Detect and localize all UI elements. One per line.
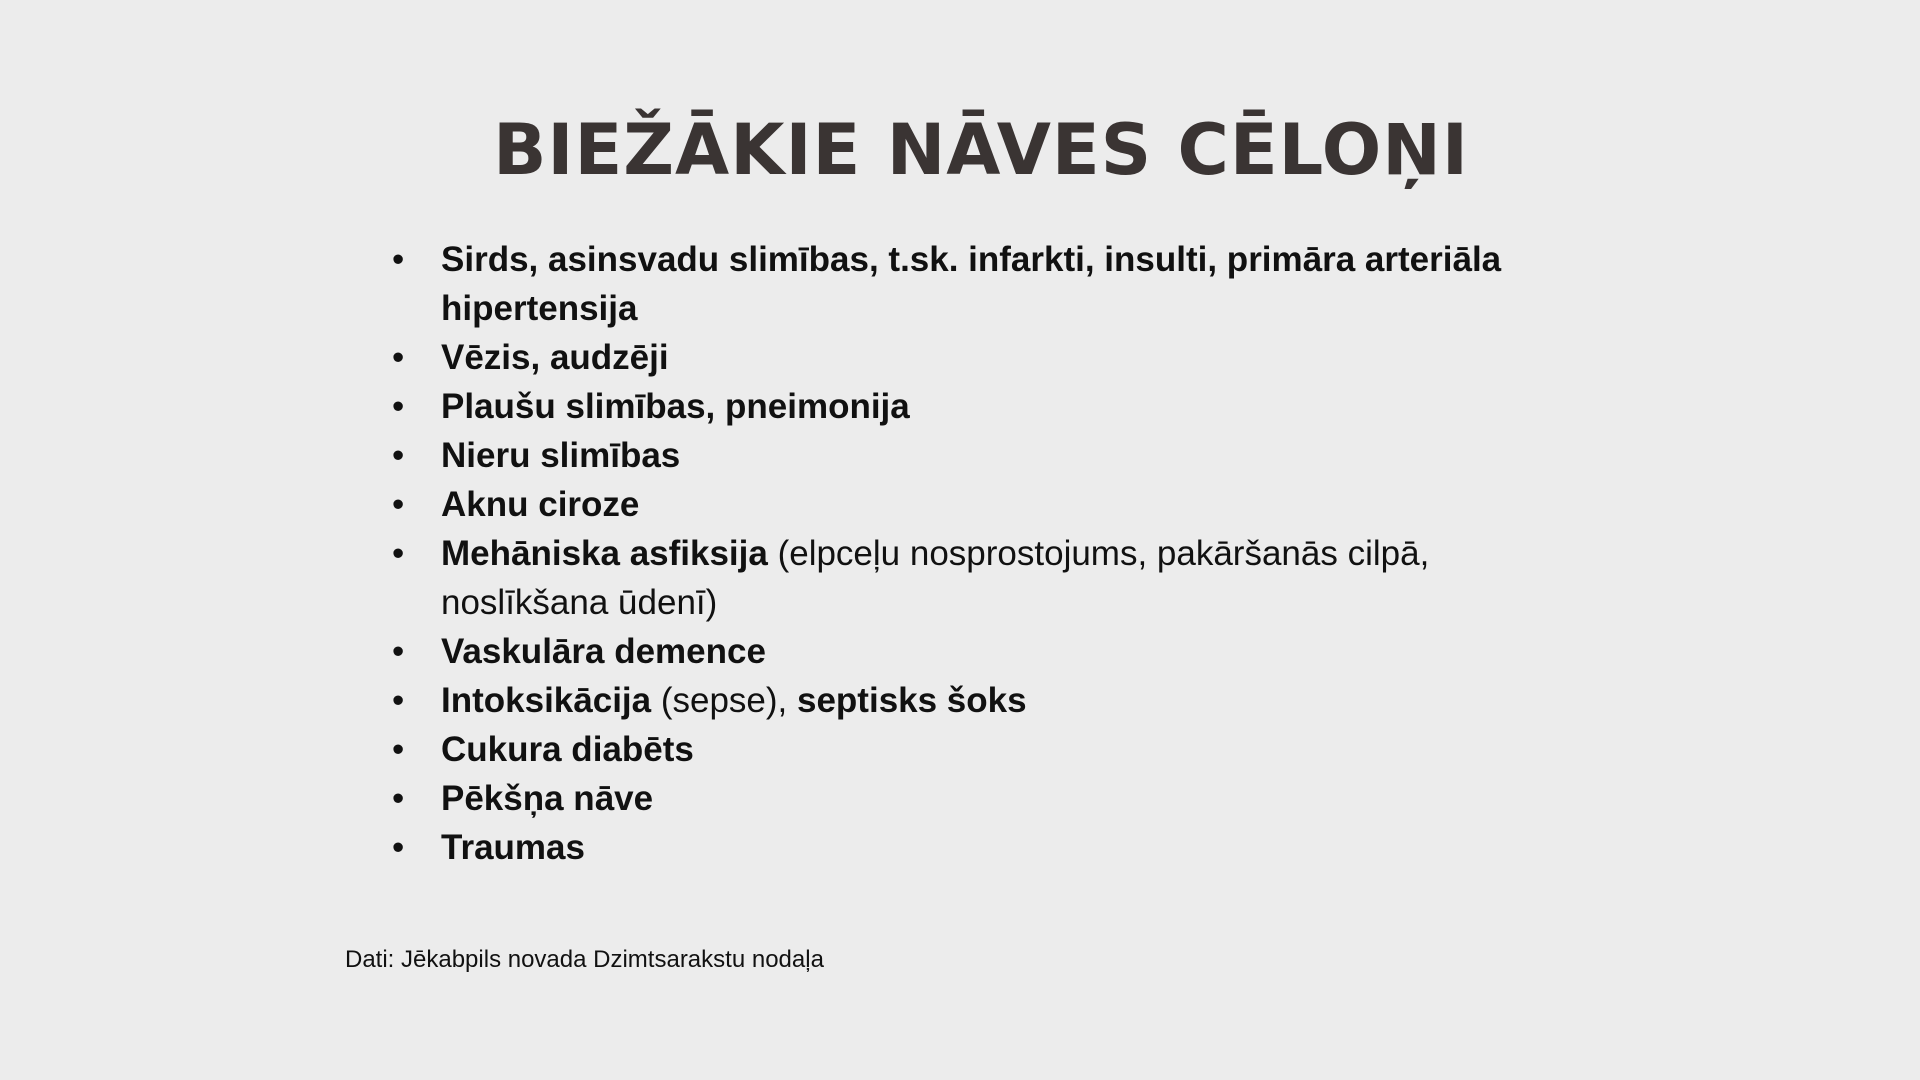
list-item [392, 676, 1592, 725]
bullet-icon: • [392, 338, 405, 377]
list-item [392, 382, 1592, 431]
slide-title: BIEŽĀKIE NĀVES CĒLOŅI [493, 109, 1469, 191]
cause-text: Plaušu slimības, pneimonija [441, 387, 910, 426]
cause-text: Cukura diabēts [441, 730, 694, 769]
cause-text: Vēzis, audzēji [441, 338, 669, 377]
bullet-icon: • [392, 779, 405, 818]
bullet-icon: • [392, 485, 405, 524]
list-item [392, 627, 1592, 676]
cause-text: Nieru slimības [441, 436, 681, 475]
list-item [392, 529, 1592, 627]
bullet-icon: • [392, 240, 405, 279]
list-item [392, 480, 1592, 529]
cause-text: Mehāniska asfiksija [441, 534, 768, 573]
list-item [392, 823, 1592, 872]
cause-text: Aknu ciroze [441, 485, 640, 524]
list-item [392, 774, 1592, 823]
bullet-icon: • [392, 534, 405, 573]
cause-text: Intoksikācija [441, 681, 652, 720]
list-item [392, 235, 1592, 333]
bullet-icon: • [392, 632, 405, 671]
source-note: Dati: Jēkabpils novada Dzimtsarakstu nodaļa [345, 946, 824, 973]
cause-text-secondary: septisks šoks [797, 681, 1027, 720]
bullet-icon: • [392, 730, 405, 769]
cause-text: Pēkšņa nāve [441, 779, 654, 818]
bullet-icon: • [392, 436, 405, 475]
bullet-icon: • [392, 681, 405, 720]
bullet-icon: • [392, 828, 405, 867]
causes-list [392, 235, 1592, 872]
list-item [392, 333, 1592, 382]
list-item [392, 431, 1592, 480]
list-item [392, 725, 1592, 774]
cause-text: Traumas [441, 828, 585, 867]
cause-text: Sirds, asinsvadu slimības, t.sk. infarkti, insulti, primāra arteriāla hipertensija [441, 240, 1502, 328]
cause-detail: (elpceļu nosprostojums, pakāršanās cilpā, noslīkšana ūdenī) [441, 534, 1430, 622]
cause-text: Vaskulāra demence [441, 632, 766, 671]
bullet-icon: • [392, 387, 405, 426]
cause-detail: (sepse), [651, 681, 797, 720]
